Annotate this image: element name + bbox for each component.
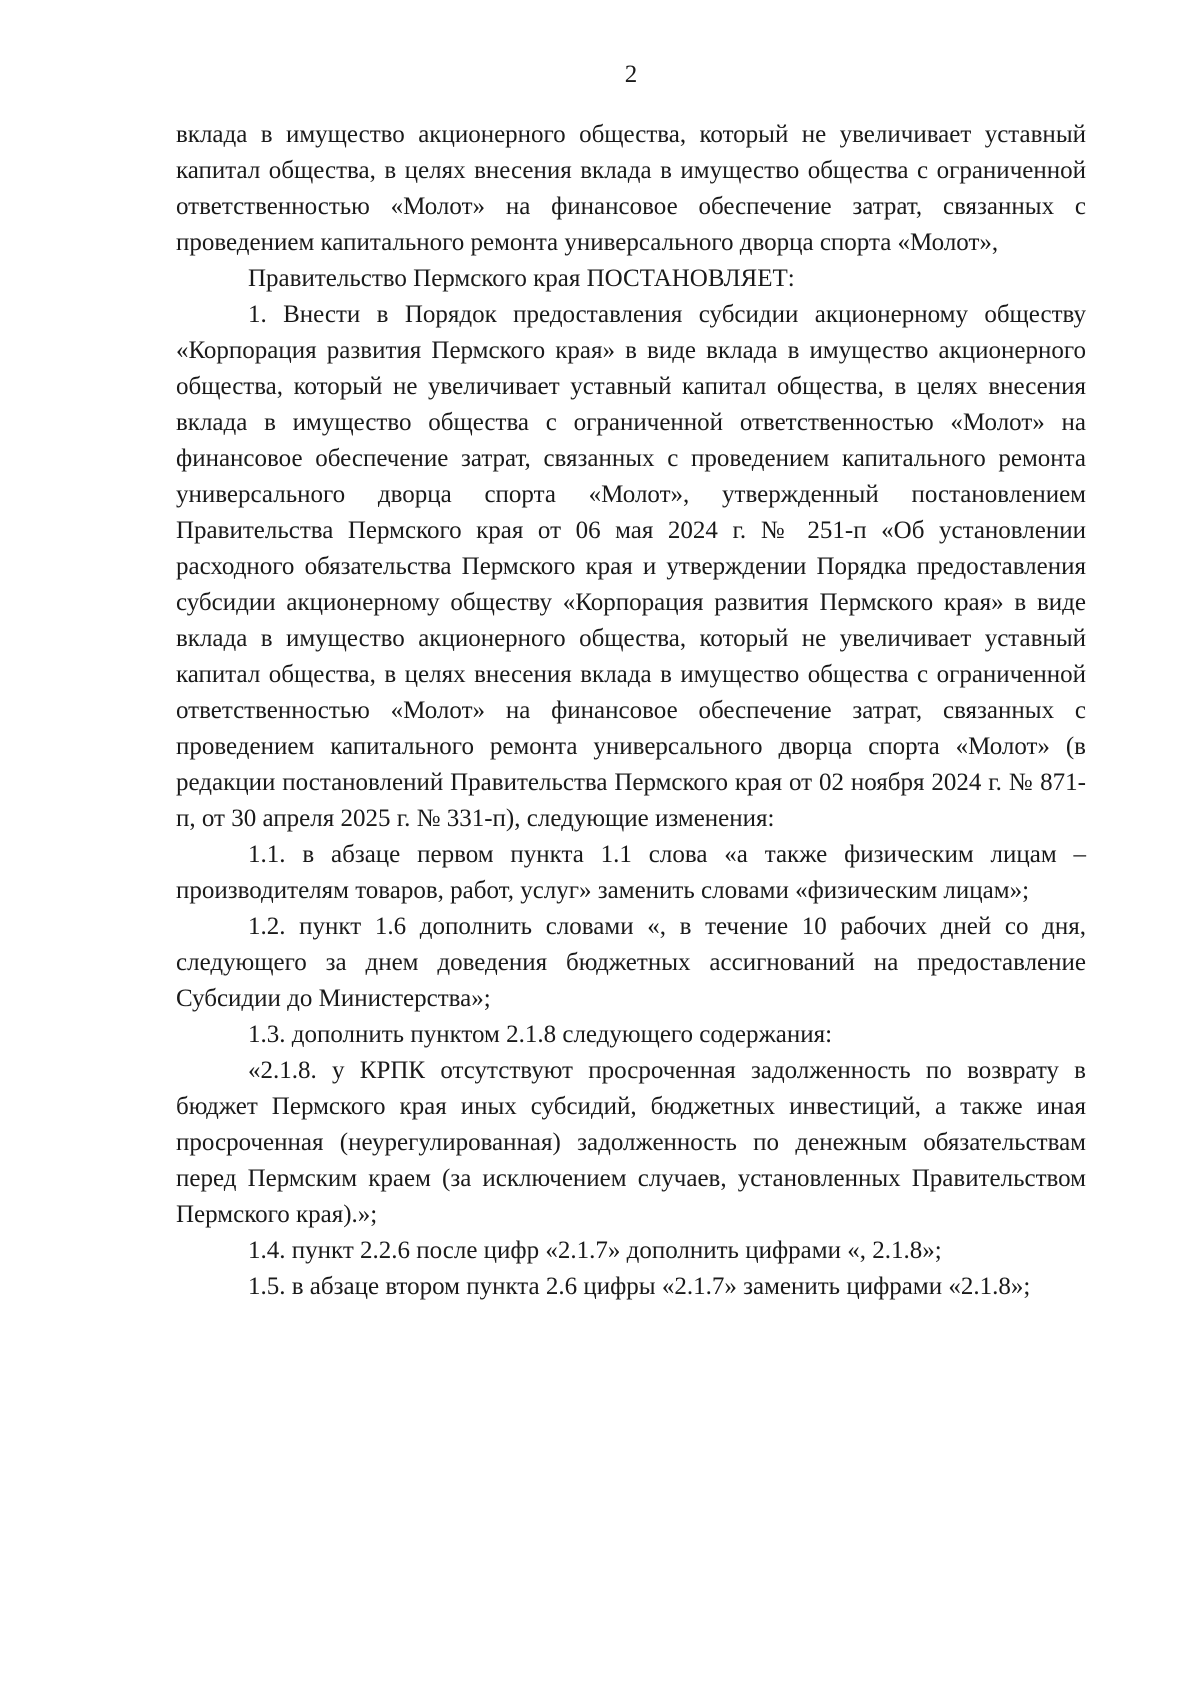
paragraph-item-1-3: 1.3. дополнить пунктом 2.1.8 следующего содержания: [248,1021,833,1048]
paragraph-item-1-1: 1.1. в абзаце первом пункта 1.1 слова «а также физическим лицам – производителям товаров, работ, услуг» заменить словами «физическим лицам»; [176,841,1086,904]
paragraph-item-1-5: 1.5. в абзаце втором пункта 2.6 цифры «2.1.7» заменить цифрами «2.1.8»; [248,1273,1031,1300]
paragraph-item-1: 1. Внести в Порядок предоставления субсидии акционерному обществу «Корпорация развития Пермского края» в виде вклада в имущество акционерного общества, который не увеличивает уставный капитал общества, в целях внесения вклада в имущество общества с ограниченной ответственностью «Молот» на финансовое обеспечение затрат, связанных с проведением капитального ремонта универсального дворца спорта «Молот», утвержденный постановлением Правительства Пермского края от 06 мая 2024 г. № 251-п «Об установлении расходного обязательства Пермского края и утверждении Порядка предоставления субсидии акционерному обществу «Корпорация развития Пермского края» в виде вклада в имущество акционерного общества, который не увеличивает уставный капитал общества, в целях внесения вклада в имущество общества с ограниченной ответственностью «Молот» на финансовое обеспечение затрат, связанных с проведением капитального ремонта универсального дворца спорта «Молот» (в редакции постановлений Правительства Пермского края от 02 ноября 2024 г. № 871-п, от 30 апреля 2025 г. № 331-п), следующие изменения: [176,301,1086,832]
paragraph-resolves: Правительство Пермского края ПОСТАНОВЛЯЕТ: [248,265,795,292]
paragraph-preamble-continuation: вклада в имущество акционерного общества, который не увеличивает уставный капитал общества, в целях внесения вклада в имущество общества с ограниченной ответственностью «Молот» на финансовое обеспечение затрат, связанных с проведением капитального ремонта универсального дворца спорта «Молот», [176,121,1086,256]
paragraph-item-1-2: 1.2. пункт 1.6 дополнить словами «, в течение 10 рабочих дней со дня, следующего за днем доведения бюджетных ассигнований на предоставление Субсидии до Министерства»; [176,913,1086,1012]
paragraph-item-2-1-8: «2.1.8. у КРПК отсутствуют просроченная задолженность по возврату в бюджет Пермского края иных субсидий, бюджетных инвестиций, а также иная просроченная (неурегулированная) задолженность по денежным обязательствам перед Пермским краем (за исключением случаев, установленных Правительством Пермского края).»; [176,1057,1086,1228]
paragraph-item-1-4: 1.4. пункт 2.2.6 после цифр «2.1.7» дополнить цифрами «, 2.1.8»; [248,1237,942,1264]
page-number: 2 [624,61,638,88]
document-body [176,117,1086,1305]
